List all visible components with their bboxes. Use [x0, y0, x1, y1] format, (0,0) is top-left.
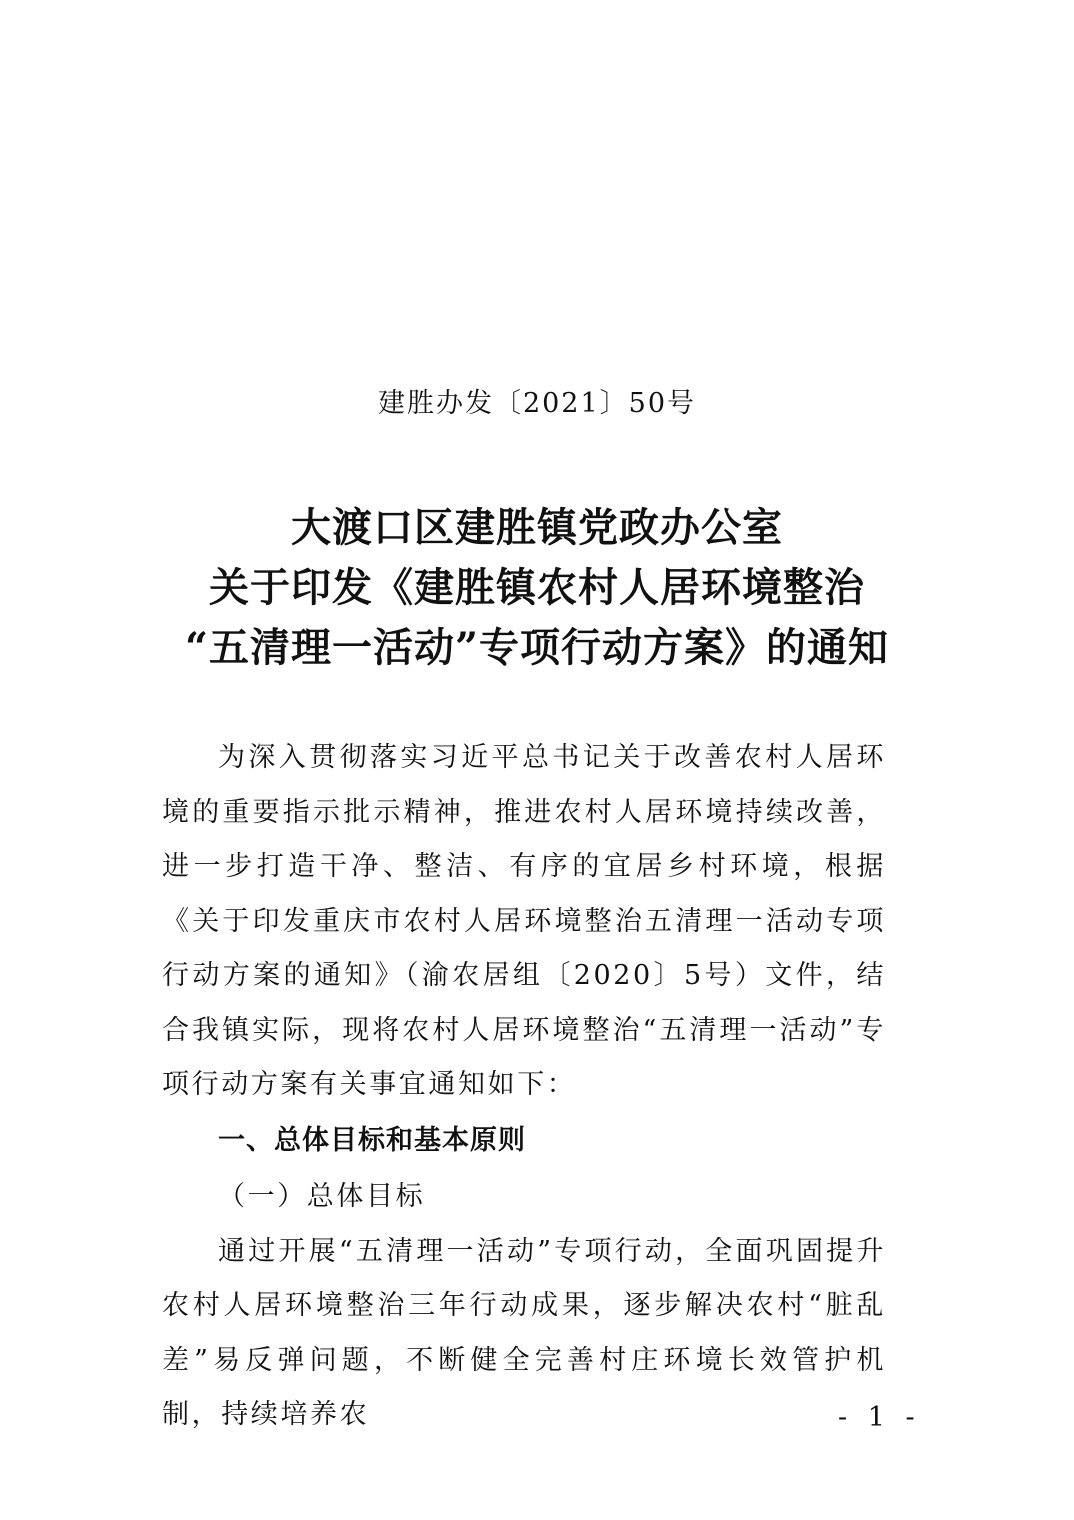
document-body: [162, 731, 886, 1443]
section-heading: 一、总体目标和基本原则: [218, 1124, 526, 1156]
title-line-3: “五清理一活动”专项行动方案》的通知: [184, 624, 889, 671]
page-number: - 1 -: [838, 1402, 921, 1433]
intro-paragraph: 为深入贯彻落实习近平总书记关于改善农村人居环境的重要指示批示精神，推进农村人居环境持续改善，进一步打造干净、整洁、有序的宜居乡村环境，根据《关于印发重庆市农村人居环境整治五清理一活动专项行动方案的通知》（渝农居组〔2020〕5号）文件，结合我镇实际，现将农村人居环境整治“五清理一活动”专项行动方案有关事宜通知如下：: [162, 742, 886, 1100]
subsection-heading: （一）总体目标: [218, 1180, 426, 1212]
document-title: [0, 498, 1074, 678]
document-number: 建胜办发〔2021〕50号: [377, 388, 697, 419]
goal-paragraph: 通过开展“五清理一活动”专项行动，全面巩固提升农村人居环境整治三年行动成果，逐步解决农村“脏乱差”易反弹问题，不断健全完善村庄环境长效管护机制，持续培养农: [162, 1235, 886, 1430]
title-line-1: 大渡口区建胜镇党政办公室: [291, 504, 783, 551]
title-line-2: 关于印发《建胜镇农村人居环境整治: [209, 564, 865, 611]
